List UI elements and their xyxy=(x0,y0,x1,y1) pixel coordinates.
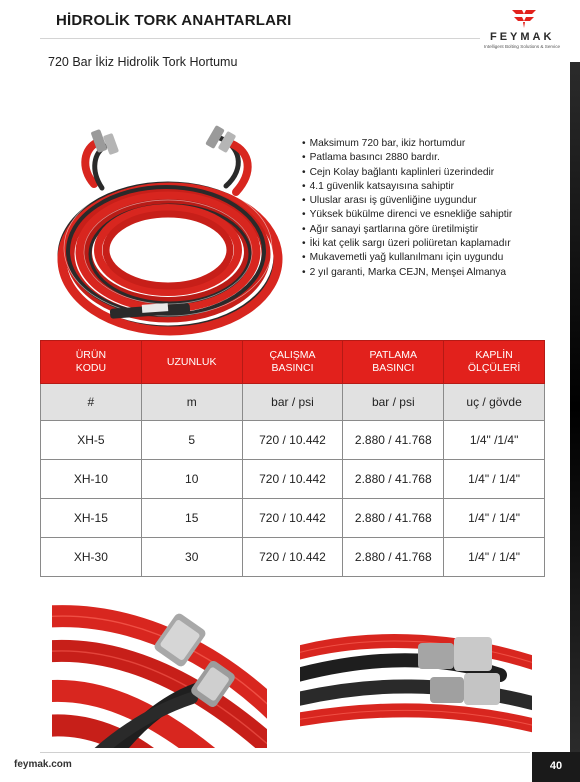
coupling-left xyxy=(91,129,120,155)
right-side-bar xyxy=(570,62,580,752)
header-divider xyxy=(40,38,480,39)
table-cell: 1/4" / 1/4" xyxy=(444,460,545,499)
table-cell: 720 / 10.442 xyxy=(242,538,343,577)
table-cell: 2.880 / 41.768 xyxy=(343,460,444,499)
header-coupling-size: KAPLİN ÖLÇÜLERİ xyxy=(444,341,545,384)
table-cell: XH-10 xyxy=(41,460,142,499)
table-cell: 30 xyxy=(141,538,242,577)
feature-item: • İki kat çelik sargı üzeri poliüretan kaplamadır xyxy=(302,237,512,251)
table-cell: uç / gövde xyxy=(444,384,545,421)
table-cell: 1/4" / 1/4" xyxy=(444,499,545,538)
feature-item: • Mukavemetli yağ kullanılmanı için uygundu xyxy=(302,251,512,265)
table-row xyxy=(41,460,545,499)
table-cell: 2.880 / 41.768 xyxy=(343,538,444,577)
feature-item: • Uluslar arası iş güvenliğine uygundur xyxy=(302,194,512,208)
header-product-code: ÜRÜN KODU xyxy=(41,341,142,384)
table-cell: 5 xyxy=(141,421,242,460)
company-logo xyxy=(484,6,576,52)
table-cell: 2.880 / 41.768 xyxy=(343,421,444,460)
feature-list xyxy=(302,137,512,280)
table-row xyxy=(41,499,545,538)
table-cell: XH-5 xyxy=(41,421,142,460)
table-cell: 15 xyxy=(141,499,242,538)
header-working-pressure: ÇALIŞMA BASINCI xyxy=(242,341,343,384)
table-cell: 1/4" /1/4" xyxy=(444,421,545,460)
feature-item: • Patlama basıncı 2880 bardır. xyxy=(302,151,512,165)
table-cell: XH-15 xyxy=(41,499,142,538)
table-cell: m xyxy=(141,384,242,421)
table-cell: bar / psi xyxy=(242,384,343,421)
feature-item: • Cejn Kolay bağlantı kaplinleri üzerindedir xyxy=(302,166,512,180)
table-header-row xyxy=(41,341,545,384)
spec-table xyxy=(40,340,545,577)
table-cell: 10 xyxy=(141,460,242,499)
page-number: 40 xyxy=(532,752,580,782)
table-row xyxy=(41,538,545,577)
product-title: 720 Bar İkiz Hidrolik Tork Hortumu xyxy=(48,55,238,69)
table-row xyxy=(41,421,545,460)
feature-item: • 2 yıl garanti, Marka CEJN, Menşei Almanya xyxy=(302,266,512,280)
table-cell: 720 / 10.442 xyxy=(242,421,343,460)
logo-wordmark: FEYMAK xyxy=(490,31,555,43)
table-cell: 2.880 / 41.768 xyxy=(343,499,444,538)
table-cell: 720 / 10.442 xyxy=(242,460,343,499)
feature-item: • Ağır sanayi şartlarına göre üretilmiştir xyxy=(302,223,512,237)
footer-website: feymak.com xyxy=(14,759,72,770)
header-burst-pressure: PATLAMA BASINCI xyxy=(343,341,444,384)
table-cell: 1/4" / 1/4" xyxy=(444,538,545,577)
table-cell: bar / psi xyxy=(343,384,444,421)
table-cell: # xyxy=(41,384,142,421)
feature-item: • Yüksek bükülme direnci ve esnekliğe sahiptir xyxy=(302,208,512,222)
section-title: HİDROLİK TORK ANAHTARLARI xyxy=(56,12,292,29)
hose-closeup-photo-right xyxy=(300,615,532,743)
feature-item: • Maksimum 720 bar, ikiz hortumdur xyxy=(302,137,512,151)
feymak-logo-icon xyxy=(510,6,538,32)
feature-item: • 4.1 güvenlik katsayısına sahiptir xyxy=(302,180,512,194)
table-cell: XH-30 xyxy=(41,538,142,577)
logo-tagline: Intelligent Bolting Solutions & Service xyxy=(484,44,561,49)
hose-closeup-photo-left xyxy=(52,598,267,748)
coiled-hose-image xyxy=(50,108,290,338)
footer-divider xyxy=(40,752,530,753)
table-units-row xyxy=(41,384,545,421)
table-cell: 720 / 10.442 xyxy=(242,499,343,538)
header-length: UZUNLUK xyxy=(141,341,242,384)
